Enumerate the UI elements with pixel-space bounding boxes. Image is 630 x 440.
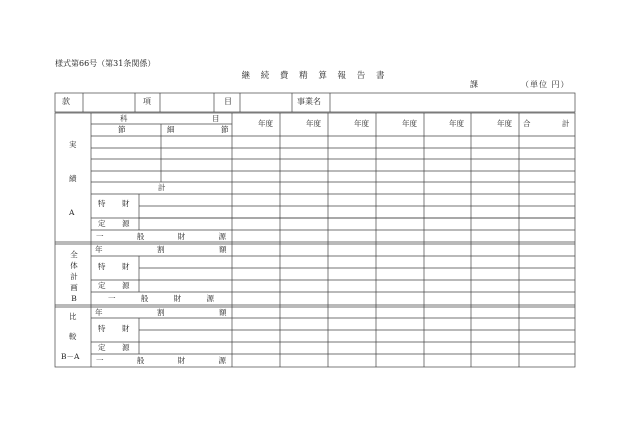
ippan-zaigen-b bbox=[108, 294, 214, 304]
section-a-label-a: A bbox=[69, 208, 75, 217]
nenwari-label-3: 額 bbox=[219, 308, 227, 317]
tokutei-label-4: 源 bbox=[122, 281, 130, 290]
total-header-b: 計 bbox=[562, 119, 570, 128]
ippan-zaigen-a bbox=[96, 232, 226, 242]
ippan-char: 一 bbox=[108, 294, 116, 303]
ippan-char: 源 bbox=[218, 232, 226, 241]
year-header: 年度 bbox=[449, 119, 464, 128]
nenwari-label-1: 年 bbox=[95, 245, 103, 254]
section-b-label bbox=[69, 249, 79, 304]
header-moku: 目 bbox=[212, 114, 220, 123]
section-c-label-ba: B－A bbox=[61, 352, 80, 361]
tokutei-label-3: 定 bbox=[98, 343, 106, 352]
subtotal-label: 計 bbox=[158, 183, 166, 192]
section-b-char: 画 bbox=[70, 283, 78, 292]
nenwari-label-2: 割 bbox=[157, 308, 165, 317]
year-header: 年度 bbox=[497, 119, 512, 128]
tokutei-label-2: 財 bbox=[122, 199, 130, 208]
document-title: 継 続 費 精 算 報 告 書 bbox=[241, 71, 389, 81]
ippan-char: 一 bbox=[96, 232, 104, 241]
section-c-label-kaku: 較 bbox=[69, 332, 77, 341]
tokutei-label-3: 定 bbox=[98, 219, 106, 228]
section-a-label-jitsu: 実 bbox=[69, 140, 77, 149]
section-c-label-hi: 比 bbox=[69, 312, 77, 321]
header-setsu2: 節 bbox=[221, 125, 229, 134]
nenwari-label-2: 割 bbox=[157, 245, 165, 254]
nenwari-label-1: 年 bbox=[95, 308, 103, 317]
tokutei-label-2: 財 bbox=[122, 262, 130, 271]
header-setsu: 節 bbox=[118, 125, 126, 134]
division-label: 課 bbox=[470, 80, 478, 89]
section-b-char: 体 bbox=[70, 261, 78, 270]
form-id: 様式第66号（第31条関係） bbox=[55, 59, 156, 68]
tokutei-label-3: 定 bbox=[98, 281, 106, 290]
tokutei-label-4: 源 bbox=[122, 219, 130, 228]
year-header: 年度 bbox=[306, 119, 321, 128]
ippan-char: 般 bbox=[140, 294, 149, 303]
jigyou-label: 事業名 bbox=[297, 97, 321, 106]
year-header: 年度 bbox=[258, 119, 273, 128]
unit-label: （単位 円） bbox=[521, 80, 570, 89]
year-header: 年度 bbox=[402, 119, 417, 128]
ippan-char: 財 bbox=[177, 232, 186, 241]
tokutei-label-1: 特 bbox=[98, 324, 106, 333]
ippan-char: 般 bbox=[136, 232, 145, 241]
ippan-char: 源 bbox=[206, 294, 214, 303]
section-b-char: 全 bbox=[70, 250, 78, 259]
tokutei-label-1: 特 bbox=[98, 199, 106, 208]
tokutei-label-2: 財 bbox=[122, 324, 130, 333]
nenwari-label-3: 額 bbox=[219, 245, 227, 254]
header-saimoku: 細 bbox=[167, 125, 175, 134]
kou-label: 項 bbox=[143, 97, 151, 106]
year-header: 年度 bbox=[354, 119, 369, 128]
kan-label: 款 bbox=[62, 97, 70, 106]
ippan-zaigen-c bbox=[96, 356, 226, 366]
section-a-label-seki: 績 bbox=[69, 174, 77, 183]
ippan-char: 財 bbox=[173, 294, 182, 303]
grid-lines bbox=[55, 93, 575, 367]
header-kamoku: 科 bbox=[120, 114, 128, 123]
tokutei-label-4: 源 bbox=[122, 343, 130, 352]
ippan-char: 一 bbox=[96, 356, 104, 365]
moku-label: 目 bbox=[224, 97, 232, 106]
tokutei-label-1: 特 bbox=[98, 262, 106, 271]
total-header-a: 合 bbox=[523, 119, 531, 128]
section-b-char: B bbox=[71, 294, 77, 303]
ippan-char: 般 bbox=[136, 356, 145, 365]
ippan-char: 財 bbox=[177, 356, 186, 365]
ippan-char: 源 bbox=[218, 356, 226, 365]
section-b-char: 計 bbox=[70, 272, 78, 281]
